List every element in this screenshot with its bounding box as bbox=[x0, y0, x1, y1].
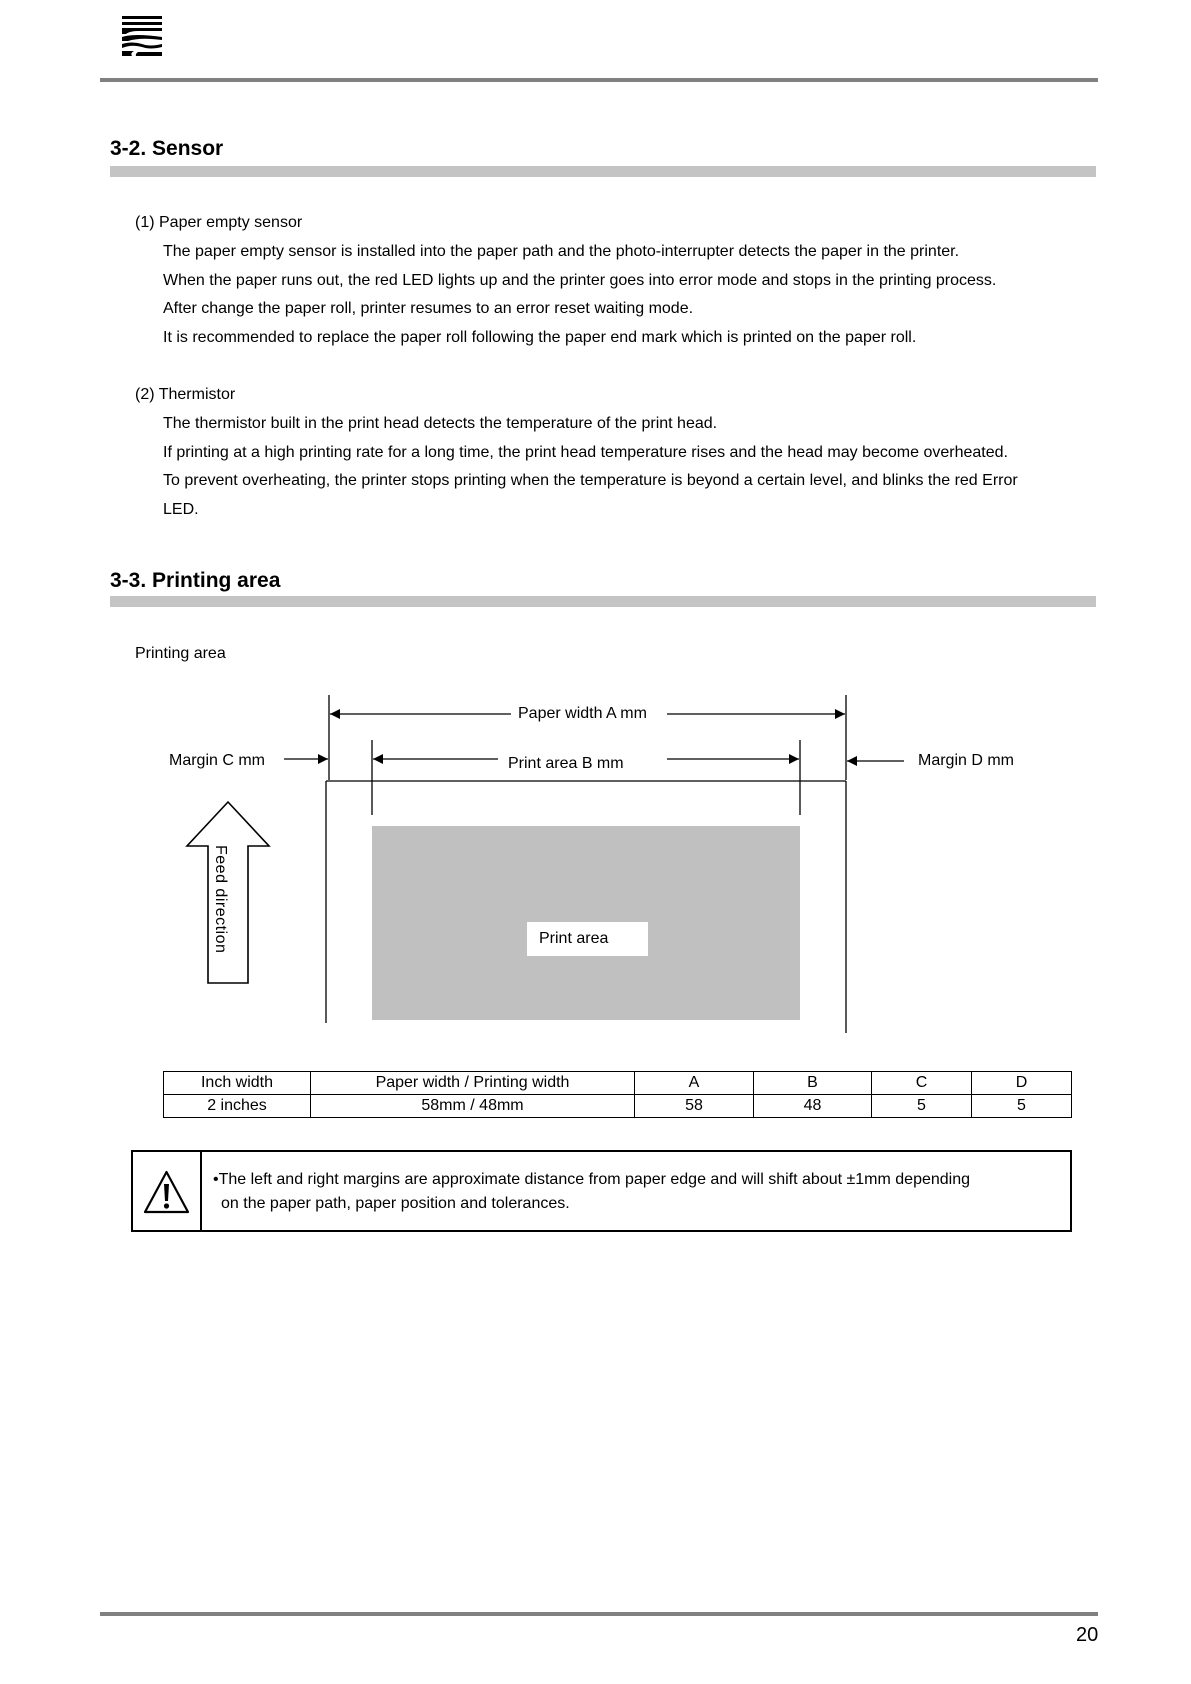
table-cell: 2 inches bbox=[164, 1095, 311, 1118]
table-header-cell: Paper width / Printing width bbox=[311, 1072, 635, 1095]
feed-direction-label: Feed direction bbox=[212, 845, 229, 954]
table-header-cell: C bbox=[872, 1072, 972, 1095]
page-number: 20 bbox=[1076, 1624, 1099, 1646]
table-cell: 58 bbox=[635, 1095, 754, 1118]
warning-text bbox=[213, 1168, 1063, 1216]
section-title-printing-area: 3-3. Printing area bbox=[110, 569, 281, 592]
warning-icon-cell bbox=[133, 1152, 202, 1230]
table-cell: 48 bbox=[754, 1095, 872, 1118]
table-header-row bbox=[164, 1072, 1072, 1095]
paragraph-line: After change the paper roll, printer resumes to an error reset waiting mode. bbox=[163, 300, 694, 318]
paper-empty-sensor-title: (1) Paper empty sensor bbox=[135, 214, 303, 231]
table-header-cell: Inch width bbox=[164, 1072, 311, 1095]
table-header-cell: A bbox=[635, 1072, 754, 1095]
warning-box bbox=[131, 1150, 1072, 1232]
warning-line: •The left and right margins are approximate distance from paper edge and will shift about ±1mm depending bbox=[213, 1171, 971, 1188]
paragraph-line: The thermistor built in the print head detects the temperature of the print head. bbox=[163, 415, 718, 432]
paragraph-line: LED. bbox=[163, 500, 199, 518]
print-area-width-label: Print area B mm bbox=[508, 755, 624, 772]
margin-c-label: Margin C mm bbox=[169, 752, 266, 769]
thermistor-title: (2) Thermistor bbox=[135, 386, 236, 403]
printing-area-table bbox=[163, 1071, 1072, 1118]
paper-width-label: Paper width A mm bbox=[518, 705, 647, 722]
table-row bbox=[164, 1095, 1072, 1118]
paragraph-line: The paper empty sensor is installed into the paper path and the photo-interrupter detects the paper in the printer. bbox=[163, 243, 960, 260]
warning-line: on the paper path, paper position and tolerances. bbox=[221, 1195, 570, 1212]
print-area-box-label: Print area bbox=[539, 930, 609, 947]
paragraph-line: To prevent overheating, the printer stops printing when the temperature is beyond a certain level, and blinks the red Error bbox=[163, 472, 1018, 490]
paragraph-line: When the paper runs out, the red LED lights up and the printer goes into error mode and stops in the printing process. bbox=[163, 271, 997, 289]
table-header-cell: D bbox=[972, 1072, 1072, 1095]
section-title-sensor: 3-2. Sensor bbox=[110, 137, 224, 160]
printing-area-subtitle: Printing area bbox=[135, 645, 226, 662]
paragraph-line: If printing at a high printing rate for a long time, the print head temperature rises and the head may become overheated. bbox=[163, 443, 1008, 461]
table-header-cell: B bbox=[754, 1072, 872, 1095]
paragraph-line: It is recommended to replace the paper roll following the paper end mark which is printed on the paper roll. bbox=[163, 328, 917, 346]
table-cell: 5 bbox=[872, 1095, 972, 1118]
footer-rule bbox=[100, 1612, 1098, 1616]
table-cell: 5 bbox=[972, 1095, 1072, 1118]
warning-triangle-icon bbox=[133, 1152, 200, 1230]
margin-d-label: Margin D mm bbox=[918, 752, 1015, 769]
table-cell: 58mm / 48mm bbox=[311, 1095, 635, 1118]
